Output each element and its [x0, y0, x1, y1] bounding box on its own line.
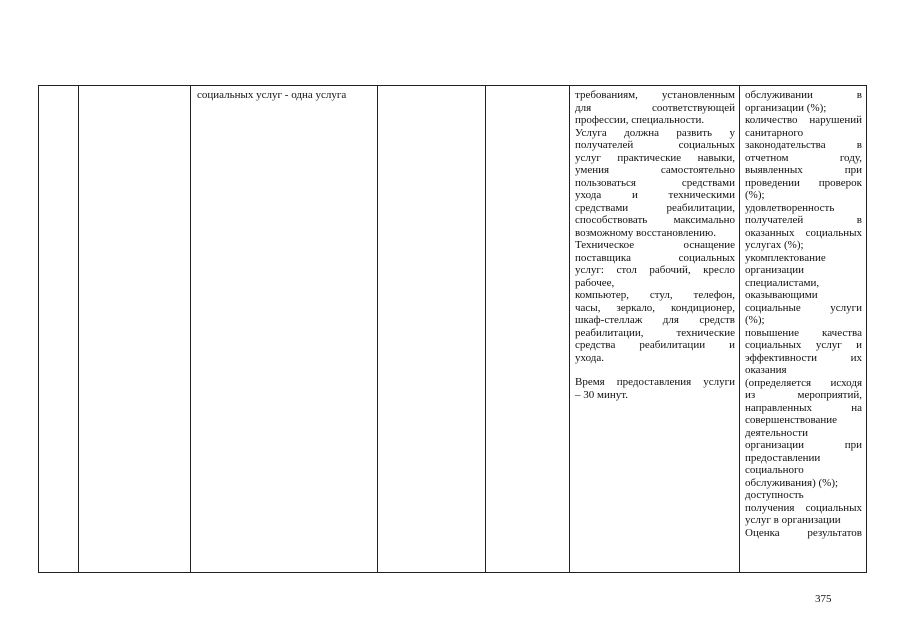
text-line: предоставлении [745, 451, 821, 464]
text-line: количество нарушений [745, 114, 862, 126]
text-line: – 30 минут. [575, 388, 628, 401]
text-line: получателей социальных [575, 139, 735, 151]
text-line: компьютер, стул, телефон, [575, 289, 735, 301]
text-line: требованиям, установленным [575, 89, 735, 101]
text-line: Время предоставления услуги [575, 376, 735, 388]
text-line: направленных на [745, 401, 862, 414]
text-line: оказывающими [745, 289, 818, 301]
text-line: услугах (%); [745, 239, 804, 251]
text-line: проведении проверок [745, 176, 862, 189]
cell-description [570, 86, 740, 573]
text-line: организации (%); [745, 101, 827, 114]
text-line: доступность [745, 489, 804, 501]
text-line [575, 364, 735, 376]
table-row [39, 86, 867, 573]
text-line: социальные услуги [745, 301, 862, 314]
text-line: средствами реабилитации, [575, 201, 735, 214]
cell-indicators [740, 86, 867, 573]
text-line: социального [745, 464, 804, 476]
text-line: поставщика социальных [575, 251, 735, 264]
text-line: (определяется исходя [745, 376, 862, 389]
text-line: выявленных при [745, 164, 862, 176]
cell-empty-3 [486, 86, 570, 573]
text-line: укомплектование [745, 251, 826, 264]
text-line: ухода и техническими [575, 189, 735, 201]
text-line: (%); [745, 189, 765, 201]
service-description [570, 86, 739, 401]
text-line: обслуживания) (%); [745, 476, 839, 489]
text-line: услуг практические навыки, [575, 151, 735, 164]
text-line: специалистами, [745, 276, 820, 289]
text-line: пользоваться средствами [575, 176, 735, 189]
text-line: оказанных социальных [745, 226, 862, 239]
text-line: возможному восстановлению. [575, 226, 717, 239]
text-line: оказания [745, 364, 787, 376]
text-line: организации при [745, 439, 862, 451]
text-line: социальных услуг и [745, 339, 862, 351]
text-line: эффективности их [745, 351, 862, 364]
text-line: для соответствующей [575, 101, 735, 114]
cell-empty-2 [378, 86, 486, 573]
cell-number [39, 86, 79, 573]
page-number: 375 [815, 593, 832, 605]
text-line: средства реабилитации и [575, 339, 735, 351]
service-name-text: социальных услуг - одна услуга [197, 89, 347, 101]
text-line: законодательства в [745, 139, 862, 151]
cell-empty-1 [79, 86, 191, 573]
text-line: ухода. [575, 351, 604, 364]
text-line: часы, зеркало, кондиционер, [575, 301, 735, 314]
text-line: шкаф-стеллаж для средств [575, 314, 735, 326]
text-line: из мероприятий, [745, 389, 862, 401]
services-table [38, 85, 867, 573]
text-line: услуг в организации [745, 514, 841, 526]
text-line: обслуживании в [745, 89, 862, 101]
text-line: Оценка результатов [745, 526, 862, 539]
quality-indicators [740, 86, 866, 539]
text-line: реабилитации, технические [575, 326, 735, 339]
text-line: удовлетворенность [745, 201, 835, 214]
text-line: умения самостоятельно [575, 164, 735, 176]
text-line: Услуга должна развить у [575, 126, 735, 139]
text-line: получения социальных [745, 501, 862, 514]
text-line: Техническое оснащение [575, 239, 735, 251]
text-line: способствовать максимально [575, 214, 735, 226]
text-line: отчетном году, [745, 151, 862, 164]
text-line: получателей в [745, 214, 862, 226]
text-line: профессии, специальности. [575, 114, 705, 126]
text-line: деятельности [745, 426, 808, 439]
text-line: рабочее, [575, 276, 615, 289]
text-line: санитарного [745, 126, 804, 139]
text-line: (%); [745, 314, 765, 326]
text-line: услуг: стол рабочий, кресло [575, 264, 735, 276]
text-line: организации [745, 264, 805, 276]
text-line: повышение качества [745, 326, 862, 339]
cell-service-name [191, 86, 378, 573]
text-line: совершенствование [745, 414, 838, 426]
